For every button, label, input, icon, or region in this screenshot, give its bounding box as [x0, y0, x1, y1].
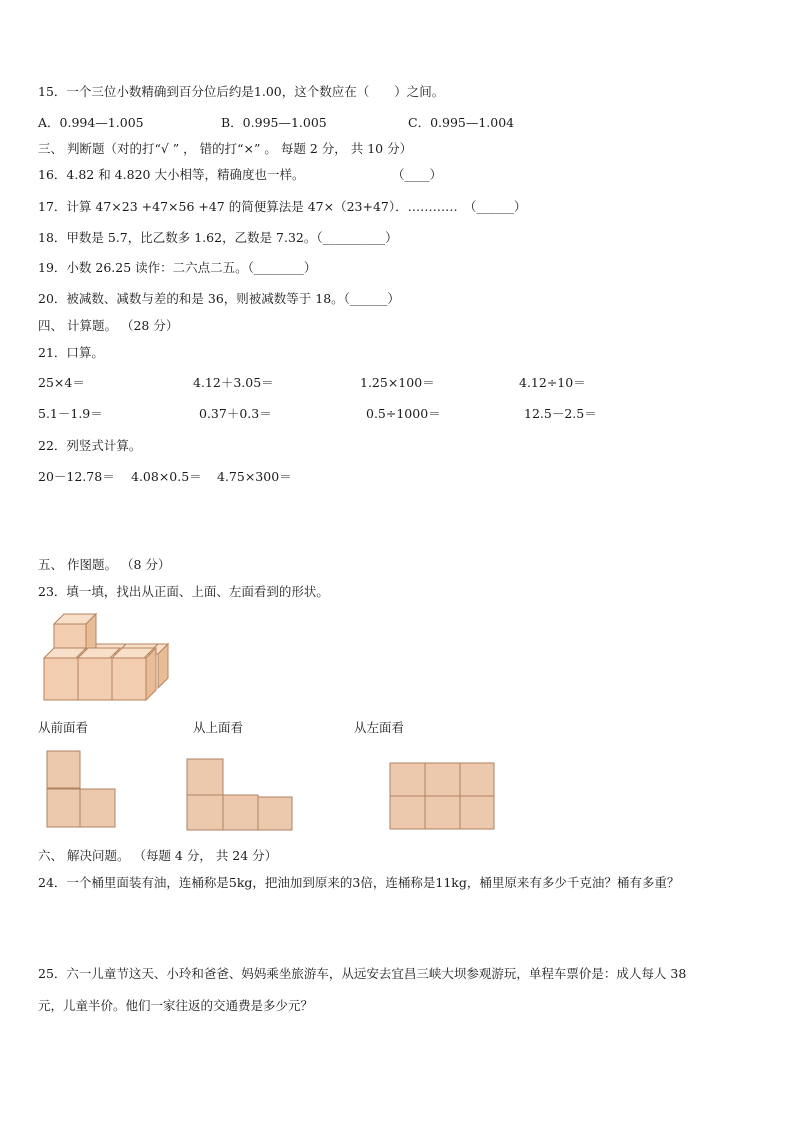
q21-stem: 21．口算。 — [38, 345, 104, 360]
view-square — [425, 763, 460, 796]
q22-item: 20－12.78＝ — [38, 469, 115, 484]
cube — [112, 648, 156, 700]
q22-item: 4.08×0.5＝ — [131, 469, 202, 484]
q20: 20．被减数、减数与差的和是 36，则被减数等于 18。（______） — [38, 291, 400, 306]
front-view-figure — [46, 750, 118, 830]
q15-option-a: A．0.994—1.005 — [38, 115, 144, 130]
view-square — [223, 795, 258, 830]
view-square — [47, 751, 80, 788]
q17: 17．计算 47×23 +47×56 +47 的简便算法是 47×（23+47）．………… （______） — [38, 199, 527, 214]
q21-item: 4.12÷10＝ — [519, 375, 586, 390]
view-square — [47, 789, 80, 827]
q21-item: 1.25×100＝ — [360, 375, 435, 390]
section-6-title: 六、 解决问题。 （每题 4 分， 共 24 分） — [38, 848, 278, 863]
view-square — [187, 795, 223, 830]
view-square — [425, 796, 460, 829]
section-5-title: 五、 作图题。 （8 分） — [38, 557, 171, 572]
view-square — [258, 797, 292, 830]
q15-option-b: B．0.995—1.005 — [221, 115, 327, 130]
view-square — [80, 789, 115, 827]
q22-stem: 22．列竖式计算。 — [38, 438, 142, 453]
section-4-title: 四、 计算题。 （28 分） — [38, 318, 179, 333]
top-view-figure — [186, 758, 294, 832]
q21-item: 0.5÷1000＝ — [366, 406, 441, 421]
q23-stem: 23．填一填，找出从正面、上面、左面看到的形状。 — [38, 584, 329, 599]
left-view-figure — [389, 762, 497, 832]
view-label-left: 从左面看 — [354, 720, 405, 735]
q21-item: 5.1－1.9＝ — [38, 406, 103, 421]
view-square — [187, 759, 223, 795]
q24: 24．一个桶里面装有油，连桶称是5kg，把油加到原来的3倍，连桶称是11kg，桶里原来有多少千克油？桶有多重？ — [38, 875, 680, 890]
q18: 18．甲数是 5.7，比乙数多 1.62，乙数是 7.32。（__________） — [38, 230, 398, 245]
q15-stem: 15．一个三位小数精确到百分位后约是1.00，这个数应在（ ）之间。 — [38, 84, 445, 99]
cube-stack-figure — [40, 608, 175, 704]
q21-item: 4.12＋3.05＝ — [193, 375, 274, 390]
view-square — [390, 763, 425, 796]
q21-item: 25×4＝ — [38, 375, 85, 390]
q19: 19．小数 26.25 读作：二六点二五。（________） — [38, 260, 317, 275]
view-square — [460, 763, 494, 796]
section-3-title: 三、 判断题（对的打“√ ” ， 错的打“×” 。 每题 2 分， 共 10 分） — [38, 141, 413, 156]
q15-option-c: C．0.995—1.004 — [408, 115, 515, 130]
view-square — [460, 796, 494, 829]
q16: 16．4.82 和 4.820 大小相等，精确度也一样。 （____） — [38, 167, 442, 182]
q21-item: 0.37＋0.3＝ — [199, 406, 272, 421]
view-label-top: 从上面看 — [193, 720, 244, 735]
view-label-front: 从前面看 — [38, 720, 89, 735]
q25-line2: 元，儿童半价。他们一家往返的交通费是多少元？ — [38, 998, 314, 1013]
q21-item: 12.5－2.5＝ — [524, 406, 597, 421]
q25-line1: 25．六一儿童节这天、小玲和爸爸、妈妈乘坐旅游车，从远安去宜昌三峡大坝参观游玩，单程车票价是：成人每人 38 — [38, 966, 687, 981]
q22-item: 4.75×300＝ — [217, 469, 292, 484]
view-square — [390, 796, 425, 829]
